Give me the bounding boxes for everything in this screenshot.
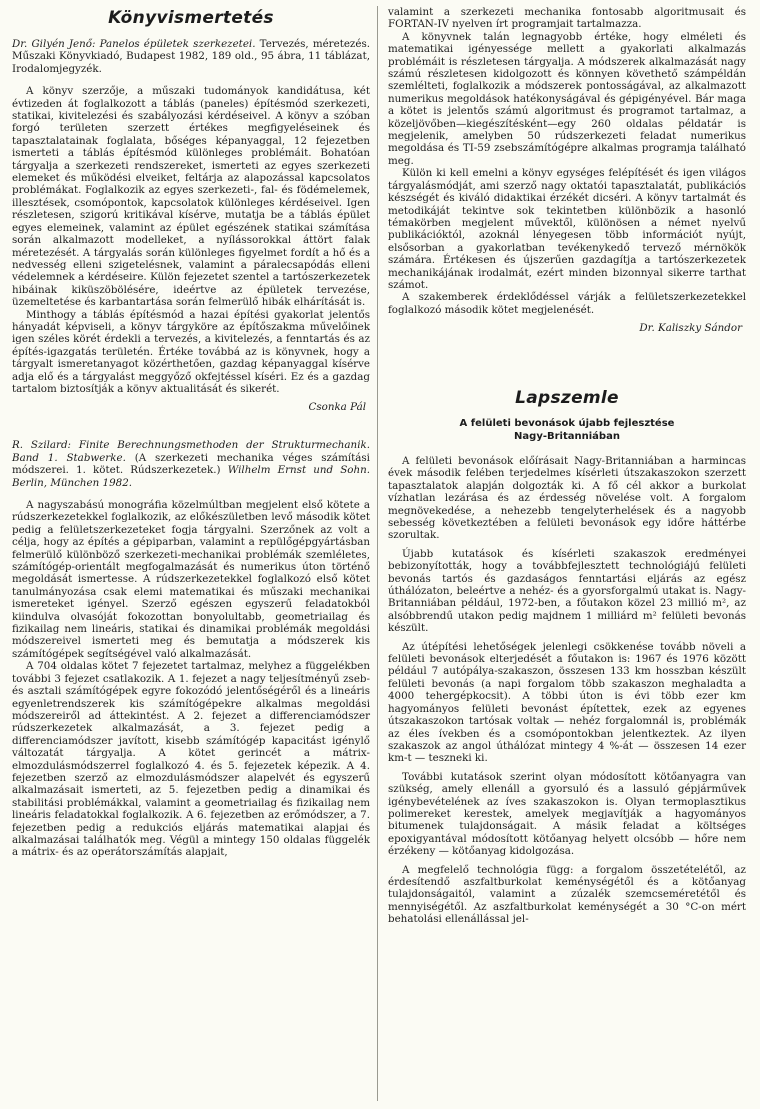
book2-publisher: Wilhelm Ernst und Sohn. Berlin, München 1982. [12, 464, 371, 489]
book2-paragraph-2: A 704 oldalas kötet 7 fejezetet tartalmaz, melyhez a függelékben további 3 fejezet csatlakozik. A 1. fejezet a nagy teljesítményű zseb- és asztali számítógépek egyre fokozódó jelentőségéről és a lineáris egyenletrendszerek kis számítógépekre alkalmas megoldási módszereiről ad áttekintést. A 2. fejezet a differenciamódszer rúdszerkezetek alkalmazását, a 3. fejezet pedig a differenciamódszer javított, kisebb számítógép kapacitást igénylő változatát tárgyalja. A kötet gerincét a mátrix-elmozdulásmódszerrel foglalkozó 4. és 5. fejezetek képezik. A 4. fejezetben szerző az elmozdulásmódszer alapelvét és egyszerű alkalmazásait ismerteti, az 5. fejezetben pedig a dinamikai és stabilitási problémákkal, valamint a geometriailag és fizikailag nem lineáris feladatokkal foglalkozik. A 6. fejezetben az erőmódszer, a 7. fejezetben pedig a redukciós eljárás matematikai alapjai és alkalmazásai találhatók meg. Végül a mintegy 150 oldalas függelék a mátrix- és az operátorszámítás alapjait, [12, 660, 370, 859]
article-paragraph-5: A megfelelő technológia függ: a forgalom összetételétől, az érdesítendő aszfaltburkolat keménységétől és a kötőanyag tulajdonságaitól, valamint a zúzalék szemcseméretétől és mennyiségétől. Az aszfaltburkolat keménységét a 30 °C-on mért behatolási ellenállással jel- [388, 863, 746, 926]
book2-paragraph-4: Külön ki kell emelni a könyv egységes felépítését és igen világos tárgyalásmódját, ami szerző nagy oktatói tapasztalatát, publikációs készségét és kiváló didaktikai érzékét dicséri. A könyv tartalmát és metodikáját tekintve sok tekintetben különbözik a hasonló témakörben megjelent művektől, különösen a német nyelvű publikációktól, azoknál lényegesen több információt nyújt, elsősorban a gyakorlatban tevékenykedő tervező mérnökök számára. Értékesen és újszerűen gazdagítja a tartószerkezetek mechanikájának irodalmát, ezért minden bizonnyal sikerre tarthat számot. [388, 167, 746, 291]
article-paragraph-4: További kutatások szerint olyan módosított kötőanyagra van szükség, amely ellenáll a gyorsuló és a lassuló gépjárművek igénybevételének az íves szakaszokon is. Olyan termoplasztikus polimereket kerestek, amelyek megjavítják a hagyományos bitumenek tulajdonságait. A másik feladat a költséges epoxigyantával módosított kötőanyag helyett olcsóbb — hőre nem érzékeny — kötőanyag kidolgozása. [388, 770, 746, 858]
column-divider [377, 6, 378, 1101]
book1-reviewer-signature: Csonka Pál [308, 401, 366, 414]
article-subheading-line-2: Nagy-Britanniában [514, 430, 620, 442]
book2-paragraph-2-continued: valamint a szerkezeti mechanika fontosabb algoritmusait és FORTAN-IV nyelven írt programjait tartalmazza. [388, 6, 746, 31]
article-subheading [388, 418, 746, 443]
book2-author-title: R. Szilard: Finite Berechnungsmethoden der Strukturmechanik. Band 1. Stabwerke. [12, 439, 370, 464]
book1-paragraph-1: A könyv szerzője, a műszaki tudományok kandidátusa, két évtizeden át foglalkozott a táblás (paneles) építésmód szerkezeti, statikai, kivitelezési és szabályozási kérdéseivel. A könyv a szóban forgó területen szerzett értékes megfigyeléseinek és tapasztalatainak foglalata, bőséges képanyaggal, 12 fejezetben ismerteti a táblás építésmód különleges problémáit. Bohatóan tárgyalja a szerkezeti rendszereket, ismerteti az egyes szerkezeti elemeket és működési elveiket, feltárja az alapozással kapcsolatos problémákat. Foglalkozik az egyes szerkezeti-, fal- és födémelemek, illesztések, csomópontok, kapcsolatok különleges kérdéseivel. Igen részletesen, szigorú kritikával kísérve, mutatja be a táblás épület egyes elemeinek, valamint az épület egészének statikai számítása során alkalmazott modelleket, a nyílássorokkal áttört falak méretezését. A tárgyalás során különleges figyelmet fordít a hő és a nedvesség elleni szigetelésnek, valamint a páralecsapódás elleni védelemnek a kérdéseire. Külön fejezetet szentel a tartószerkezetek hibáinak kiküszöbölésére, ideértve az épületek tervezése, üzemeltetése és karbantartása során felmerülő hibák elhárítását is. [12, 85, 370, 309]
right-column [388, 6, 746, 926]
article-paragraph-1: A felületi bevonások előírásait Nagy-Britanniában a harmincas évek második felében terjedelmes kísérleti útszakaszokon szerzett tapasztalatok alapján dolgozták ki. A fő cél akkor a burkolat vízhatlan lezárása és az érdesség növelése volt. A forgalom megnövekedése, a nehezebb tengelyterhelések és a nagyobb sebesség következtében a felületi bevonások egy időre háttérbe szorultak. [388, 454, 746, 542]
article-paragraph-2: Újabb kutatások és kísérleti szakaszok eredményei bebizonyították, hogy a továbbfejlesztett technológiájú felületi bevonás tartós és gazdaságos fenntartási eljárás az egész úthálózaton, beleértve a nehéz- és a gyorsforgalmú utakat is. Nagy-Britanniában például, 1972-ben, a főutakon közel 23 millió m², az alsóbbrendű utakon pedig majdnem 1 milliárd m² felületi bevonás készült. [388, 547, 746, 635]
section-heading-lapszemle: Lapszemle [515, 388, 619, 409]
book2-reviewer-signature: Dr. Kaliszky Sándor [639, 322, 742, 335]
book1-author-title: Dr. Gilyén Jenő: Panelos épületek szerkezetei. [12, 38, 256, 50]
section-heading-konyvismertetes: Könyvismertetés [108, 8, 274, 28]
article-subheading-line-1: A felületi bevonások újabb fejlesztése [459, 418, 675, 430]
article-paragraph-3: Az útépítési lehetőségek jelenlegi csökkenése tovább növeli a felületi bevonások elterjedését a főutakon is: 1967 és 1976 között például 7 autópálya-szakaszon, összesen 133 km hosszban készült felületi bevonás (a napi forgalom több szakaszon meghaladta a 4000 tehergépkocsit). A többi úton is évi több ezer km hagyományos felületi bevonást építettek, ezek az egyenes útszakaszokon tartósak voltak — nehéz forgalomnál is, problémák az éles ívekben és a csomópontokban jelentkeztek. Az ilyen szakaszok az angol úthálózat mintegy 4 %-át — összesen 14 ezer km-t — teszneki ki. [388, 640, 746, 765]
book1-publication-info: Tervezés, méretezés. Műszaki Könyvkiadó, Budapest 1982, 189 old., 95 ábra, 11 táblázat, Irodalomjegyzék. [12, 38, 371, 75]
book2-paragraph-3: A könyvnek talán legnagyobb értéke, hogy elméleti és matematikai igényessége mellett a gyakorlati alkalmazás problémáit is részletesen tárgyalja. A módszerek alkalmazását nagy számú részletesen kidolgozott és könnyen követhető számpéldán szemlélteti, foglalkozik a módszerek pontosságával, az alkalmazott numerikus megoldások hatékonyságával és gépigényével. Bár maga a kötet is jelentős számú algoritmust és programot tartalmaz, a közeljövőben—kiegészítésként—egy 260 oldalas példatár is megjelenik, amelyben 50 rúdszerkezeti feladat numerikus megoldása és TI-59 zsebszámítógépre alkalmas programja található meg. [388, 30, 746, 167]
left-column [12, 6, 370, 859]
book2-bibliography [12, 439, 370, 489]
book2-paragraph-5: A szakemberek érdeklődéssel várják a felületszerkezetekkel foglalkozó második kötet megjelenését. [388, 291, 746, 316]
book2-translation: (A szerkezeti mechanika véges számítási módszerei. 1. kötet. Rúdszerkezetek.) [12, 451, 370, 477]
book2-paragraph-1: A nagyszabású monográfia közelmúltban megjelent első kötete a rúdszerkezetekkel foglalkozik, az előkészületben levő második kötet pedig a felületszerkezeteket fogja tárgyalni. Szerzőnek az volt a célja, hogy az építés a gépiparban, valamint a repülőgépgyártásban felmerülő különböző szerkezeti-mechanikai problémák szemléletes, számítógép-orientált megfogalmazását és numerikus úton történő megoldását ismertesse. A rúdszerkezetekkel foglalkozó első kötet tanulmányozása csak elemi matematikai és műszaki mechanikai ismereteket igényel. Szerző egészen egyszerű feladatokból kiindulva olvasóját fokozottan bonyolultabb, geometriailag és fizikailag nem lineáris, statikai és dinamikai problémák megoldási módszereivel ismerteti meg és bemutatja a módszerek kis számítógépek segítségével való alkalmazását. [12, 499, 370, 660]
book1-paragraph-2: Minthogy a táblás építésmód a hazai építési gyakorlat jelentős hányadát képviseli, a könyv tárgyköre az építőszakma művelőinek igen széles körét érdekli a tervezés, a kivitelezés, a fenntartás és az építés-igazgatás területén. Értéke továbbá az is könyvnek, hogy a tárgyalt ismeretanyagot közérthetően, gazdag képanyaggal kísérve adja elő és a tárgyalást meggyőző okfejtéssel kíséri. Ez és a gazdag tartalom biztosítják a könyv aktualitását és sikerét. [12, 308, 370, 395]
book1-bibliography [12, 38, 370, 75]
